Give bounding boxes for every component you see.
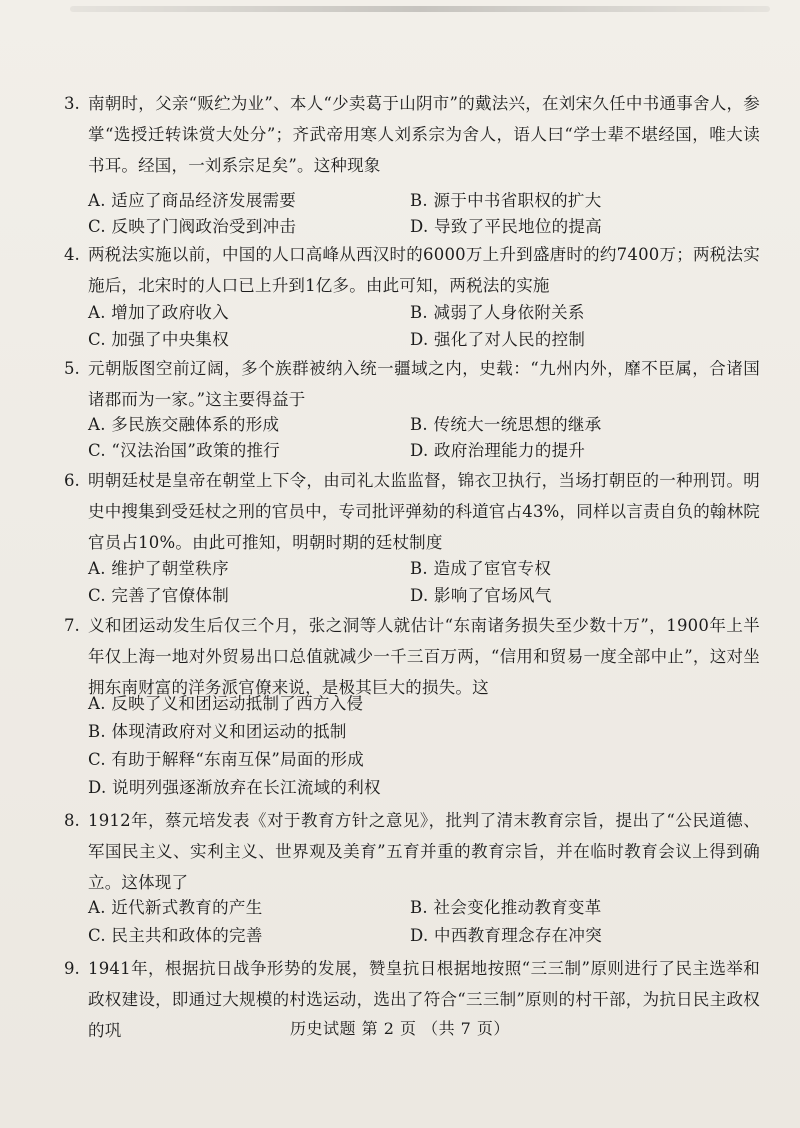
question-3-number: 3. [64,94,80,113]
question-7-number: 7. [64,616,80,635]
page-top-edge [70,6,770,12]
question-6-option-d: D. 影响了官场风气 [410,586,552,605]
question-5-option-d: D. 政府治理能力的提升 [410,441,586,460]
question-4-number: 4. [64,245,80,264]
question-8-option-b: B. 社会变化推动教育变革 [410,898,602,917]
question-8-number: 8. [64,811,80,830]
question-8-option-d: D. 中西教育理念存在冲突 [410,926,603,945]
question-9-number: 9. [64,959,80,978]
question-6-number: 6. [64,471,80,490]
question-4-option-d: D. 强化了对人民的控制 [410,330,586,349]
question-5-option-b: B. 传统大一统思想的继承 [410,415,602,434]
question-8-option-c: C. 民主共和政体的完善 [88,926,263,945]
question-3-stem: 南朝时，父亲“贩纻为业”、本人“少卖葛于山阴市”的戴法兴，在刘宋久任中书通事舍人，参掌“选授迁转诛赏大处分”；齐武帝用寒人刘系宗为舍人，语人曰“学士辈不堪经国，唯大读书耳。经国，一刘系宗足矣”。这种现象 [88,94,760,175]
question-6-option-a: A. 维护了朝堂秩序 [88,559,229,578]
question-7-option-b: B. 体现清政府对义和团运动的抵制 [88,722,347,741]
question-5-stem: 元朝版图空前辽阔，多个族群被纳入统一疆域之内，史载：“九州内外，靡不臣属，合诸国诸郡而为一家。”这主要得益于 [88,359,760,409]
question-3-option-a: A. 适应了商品经济发展需要 [88,191,297,210]
question-6-option-b: B. 造成了宦官专权 [410,559,552,578]
page-footer: 历史试题 第 2 页 （共 7 页） [290,1019,510,1038]
question-7-option-c: C. 有助于解释“东南互保”局面的形成 [88,750,365,769]
question-5-number: 5. [64,359,80,378]
question-6-option-c: C. 完善了官僚体制 [88,586,230,605]
question-4-option-c: C. 加强了中央集权 [88,330,230,349]
question-6-stem: 明朝廷杖是皇帝在朝堂上下令，由司礼太监监督，锦衣卫执行，当场打朝臣的一种刑罚。明史中搜集到受廷杖之刑的官员中，专司批评弹劾的科道官占43%，同样以言责自负的翰林院官员占10%。由此可推知，明朝时期的廷杖制度 [88,471,760,552]
question-3-option-c: C. 反映了门阀政治受到冲击 [88,217,297,236]
question-4-option-a: A. 增加了政府收入 [88,303,229,322]
question-5-option-c: C. “汉法治国”政策的推行 [88,441,281,460]
question-8-option-a: A. 近代新式教育的产生 [88,898,263,917]
question-3-option-d: D. 导致了平民地位的提高 [410,217,603,236]
question-8-stem: 1912年，蔡元培发表《对于教育方针之意见》，批判了清末教育宗旨，提出了“公民道德、军国民主义、实利主义、世界观及美育”五育并重的教育宗旨，并在临时教育会议上得到确立。这体现了 [88,811,760,892]
question-9-stem: 1941年，根据抗日战争形势的发展，赞皇抗日根据地按照“三三制”原则进行了民主选举和政权建设，即通过大规模的村选运动，选出了符合“三三制”原则的村干部，为抗日民主政权的巩 [88,959,760,1040]
question-7-option-d: D. 说明列强逐渐放弃在长江流域的利权 [88,778,381,797]
question-7-option-a: A. 反映了义和团运动抵制了西方入侵 [88,694,364,713]
question-3-option-b: B. 源于中书省职权的扩大 [410,191,602,210]
question-4-stem: 两税法实施以前，中国的人口高峰从西汉时的6000万上升到盛唐时的约7400万；两税法实施后，北宋时的人口已上升到1亿多。由此可知，两税法的实施 [88,245,760,295]
question-5-option-a: A. 多民族交融体系的形成 [88,415,280,434]
question-4-option-b: B. 减弱了人身依附关系 [410,303,585,322]
question-7-stem: 义和团运动发生后仅三个月，张之洞等人就估计“东南诸务损失至少数十万”，1900年上半年仅上海一地对外贸易出口总值就减少一千三百万两，“信用和贸易一度全部中止”，这对坐拥东南财富的洋务派官僚来说，是极其巨大的损失。这 [88,616,760,697]
